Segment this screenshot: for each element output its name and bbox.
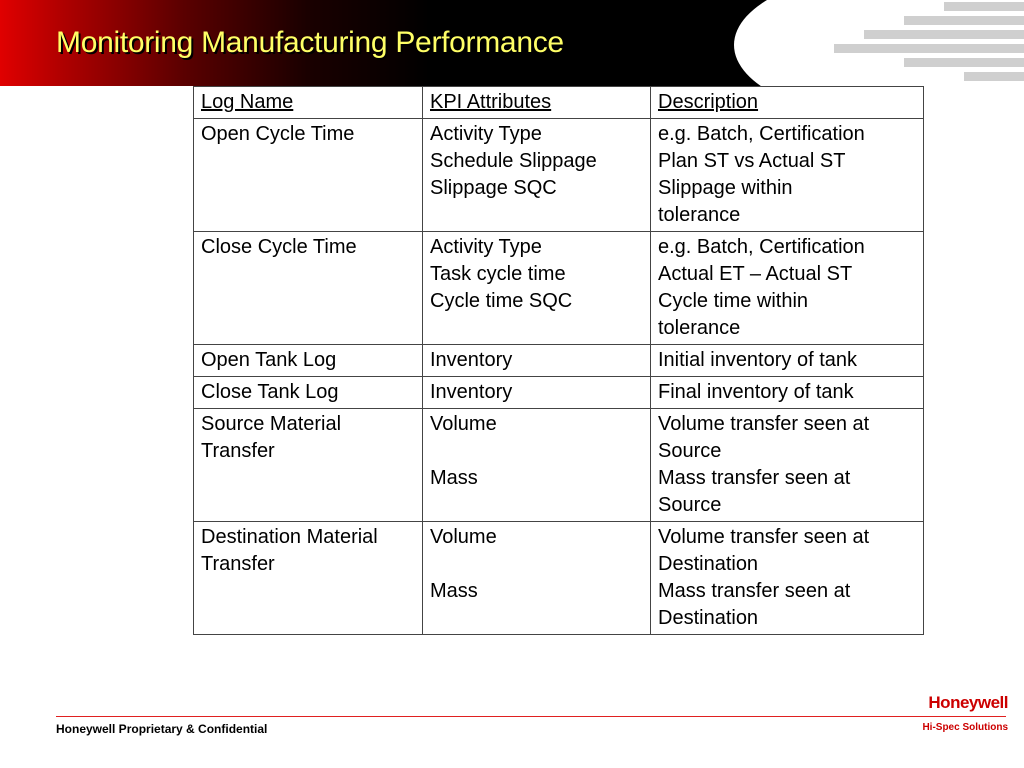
- cell-line: Slippage within: [658, 177, 793, 199]
- cell-log-name: [194, 345, 423, 377]
- cell-line: Close Cycle Time: [201, 236, 357, 258]
- cell-log-name: [194, 119, 423, 232]
- cell-line: Mass: [430, 580, 478, 602]
- cell-line: Task cycle time: [430, 263, 566, 285]
- cell-kpi-attributes: [423, 522, 651, 635]
- cell-kpi-attributes: [423, 345, 651, 377]
- cell-log-name: [194, 409, 423, 522]
- table-row: [194, 377, 924, 409]
- cell-line: Cycle time SQC: [430, 290, 573, 312]
- cell-kpi-attributes: [423, 232, 651, 345]
- cell-line: Slippage SQC: [430, 177, 557, 199]
- cell-log-name: [194, 377, 423, 409]
- cell-line: Source: [658, 494, 722, 516]
- cell-line: Volume transfer seen at: [658, 526, 870, 548]
- cell-line: Open Tank Log: [201, 349, 337, 371]
- honeywell-logo: Honeywell: [928, 693, 1008, 712]
- cell-line: Cycle time within: [658, 290, 809, 312]
- logo-subtitle: Hi-Spec Solutions: [922, 722, 1008, 733]
- cell-line: Destination: [658, 607, 759, 629]
- cell-line: Transfer: [201, 553, 275, 575]
- cell-line: Source Material: [201, 413, 342, 435]
- cell-line: Mass transfer seen at: [658, 467, 851, 489]
- cell-line: Schedule Slippage: [430, 150, 597, 172]
- cell-line: Activity Type: [430, 236, 542, 258]
- cell-line: Destination: [658, 553, 759, 575]
- cell-description: [651, 377, 924, 409]
- cell-line: Source: [658, 440, 722, 462]
- cell-line: e.g. Batch, Certification: [658, 236, 865, 258]
- slide-header: [0, 0, 1024, 86]
- cell-description: [651, 119, 924, 232]
- cell-line: Plan ST vs Actual ST: [658, 150, 846, 172]
- cell-line: [430, 438, 644, 465]
- footer-confidential: Honeywell Proprietary & Confidential: [56, 722, 268, 736]
- cell-description: [651, 345, 924, 377]
- table-row: [194, 232, 924, 345]
- cell-line: Final inventory of tank: [658, 381, 854, 403]
- cell-log-name: [194, 232, 423, 345]
- cell-line: Activity Type: [430, 123, 542, 145]
- cell-line: Mass transfer seen at: [658, 580, 851, 602]
- cell-line: Destination Material: [201, 526, 378, 548]
- cell-line: Open Cycle Time: [201, 123, 355, 145]
- table-row: [194, 345, 924, 377]
- cell-description: [651, 522, 924, 635]
- cell-kpi-attributes: [423, 377, 651, 409]
- cell-line: Volume: [430, 413, 497, 435]
- cell-line: Volume: [430, 526, 497, 548]
- cell-kpi-attributes: [423, 119, 651, 232]
- cell-line: Inventory: [430, 381, 513, 403]
- header-log-name: Log Name: [194, 87, 423, 119]
- cell-line: Actual ET – Actual ST: [658, 263, 853, 285]
- cell-line: [430, 551, 644, 578]
- footer-divider: [56, 716, 1006, 717]
- header-description: Description: [651, 87, 924, 119]
- cell-log-name: [194, 522, 423, 635]
- cell-line: Initial inventory of tank: [658, 349, 857, 371]
- cell-line: Transfer: [201, 440, 275, 462]
- table-row: [194, 119, 924, 232]
- table-body: [194, 119, 924, 635]
- slide-title: Monitoring Manufacturing Performance: [56, 26, 564, 59]
- cell-kpi-attributes: [423, 409, 651, 522]
- cell-line: Volume transfer seen at: [658, 413, 870, 435]
- cell-line: tolerance: [658, 317, 741, 339]
- cell-line: e.g. Batch, Certification: [658, 123, 865, 145]
- cell-line: Inventory: [430, 349, 513, 371]
- header-kpi-attributes: KPI Attributes: [423, 87, 651, 119]
- cell-line: Mass: [430, 467, 478, 489]
- kpi-table: [193, 86, 924, 635]
- table-header-row: [194, 87, 924, 119]
- cell-description: [651, 232, 924, 345]
- table-row: [194, 522, 924, 635]
- table-row: [194, 409, 924, 522]
- cell-line: tolerance: [658, 204, 741, 226]
- cell-description: [651, 409, 924, 522]
- cell-line: Close Tank Log: [201, 381, 339, 403]
- header-stripes-decoration: [794, 0, 1024, 86]
